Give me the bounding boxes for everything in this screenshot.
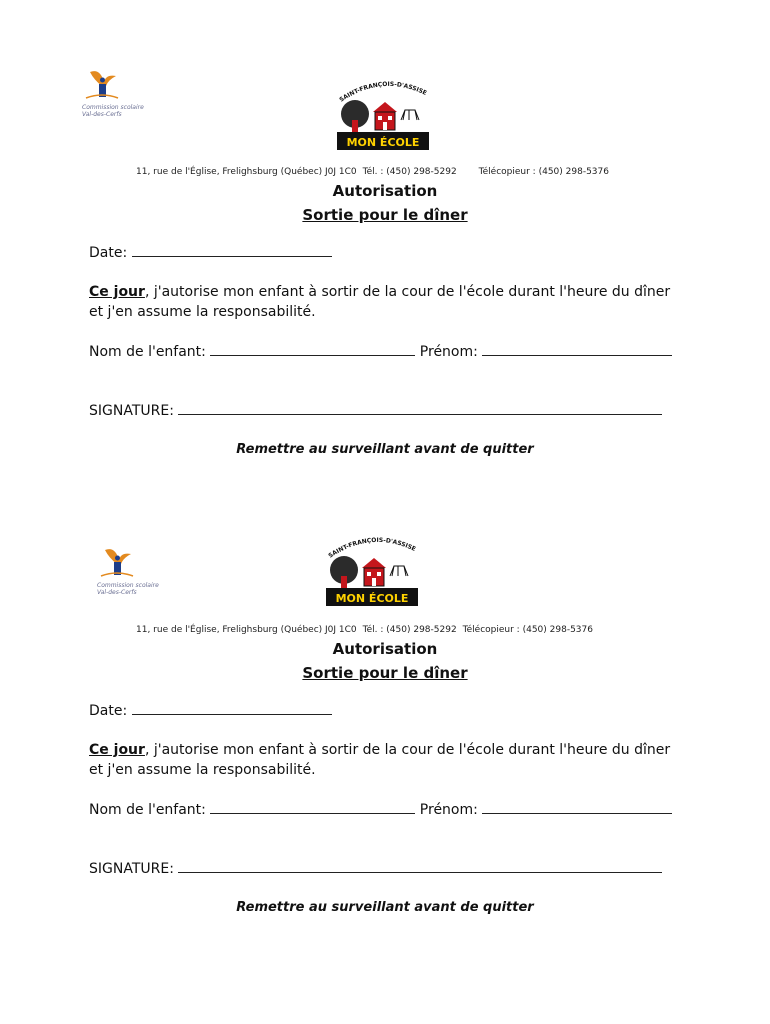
form-subtitle: Sortie pour le dîner bbox=[302, 206, 468, 224]
phone: Tél. : (450) 298-5292 bbox=[362, 167, 457, 177]
phone: Tél. : (450) 298-5292 bbox=[362, 625, 457, 635]
authorization-form-1 bbox=[0, 0, 770, 470]
school-logo bbox=[322, 528, 426, 610]
board-logo-icon bbox=[97, 548, 137, 582]
child-name-label: Nom de l'enfant: bbox=[89, 344, 206, 360]
school-banner-text: MON ÉCOLE bbox=[346, 136, 420, 149]
school-board-logo bbox=[82, 70, 146, 122]
names-row bbox=[89, 801, 672, 818]
form-subtitle: Sortie pour le dîner bbox=[302, 664, 468, 682]
school-board-logo bbox=[97, 548, 161, 600]
instruction-text: Remettre au surveillant avant de quitter bbox=[236, 900, 534, 915]
school-address-line bbox=[136, 167, 615, 177]
child-name-field[interactable] bbox=[210, 801, 415, 814]
auth-emphasis: Ce jour bbox=[89, 742, 145, 758]
school-arc-text: SAINT-FRANÇOIS-D'ASSISE bbox=[338, 80, 428, 104]
authorization-text-line-2: et j'en assume la responsabilité. bbox=[89, 304, 316, 320]
school-arc-text: SAINT-FRANÇOIS-D'ASSISE bbox=[327, 536, 417, 560]
authorization-text-line-1 bbox=[89, 742, 670, 758]
board-logo-icon bbox=[82, 70, 122, 104]
form-title: Autorisation bbox=[332, 640, 438, 658]
svg-text:SAINT-FRANÇOIS-D'ASSISE bbox=[338, 81, 427, 104]
authorization-form-2 bbox=[0, 458, 770, 928]
svg-text:SAINT-FRANÇOIS-D'ASSISE bbox=[327, 537, 416, 560]
date-row bbox=[89, 244, 332, 261]
signature-label: SIGNATURE: bbox=[89, 861, 174, 877]
first-name-label: Prénom: bbox=[419, 802, 478, 818]
fax: Télécopieur : (450) 298-5376 bbox=[462, 625, 593, 635]
child-name-field[interactable] bbox=[210, 343, 415, 356]
first-name-label: Prénom: bbox=[419, 344, 478, 360]
date-label: Date: bbox=[89, 703, 128, 719]
signature-row bbox=[89, 402, 662, 419]
instruction-text: Remettre au surveillant avant de quitter bbox=[236, 442, 534, 457]
school-logo bbox=[333, 72, 437, 154]
first-name-field[interactable] bbox=[482, 343, 672, 356]
signature-field[interactable] bbox=[178, 860, 662, 873]
form-title: Autorisation bbox=[332, 182, 438, 200]
child-name-label: Nom de l'enfant: bbox=[89, 802, 206, 818]
signature-field[interactable] bbox=[178, 402, 662, 415]
board-logo-text: Commission scolaire Val-des-Cerfs bbox=[82, 104, 144, 118]
school-address-line bbox=[136, 625, 599, 635]
authorization-text-line-1 bbox=[89, 284, 670, 300]
date-label: Date: bbox=[89, 245, 128, 261]
signature-row bbox=[89, 860, 662, 877]
school-banner-text: MON ÉCOLE bbox=[335, 592, 409, 605]
address: 11, rue de l'Église, Frelighsburg (Québec) J0J 1C0 bbox=[136, 167, 357, 177]
date-row bbox=[89, 702, 332, 719]
authorization-text-line-2: et j'en assume la responsabilité. bbox=[89, 762, 316, 778]
board-logo-text: Commission scolaire Val-des-Cerfs bbox=[97, 582, 159, 596]
auth-rest: , j'autorise mon enfant à sortir de la cour de l'école durant l'heure du dîner bbox=[144, 742, 671, 758]
first-name-field[interactable] bbox=[482, 801, 672, 814]
fax: Télécopieur : (450) 298-5376 bbox=[478, 167, 609, 177]
date-field[interactable] bbox=[132, 702, 332, 715]
date-field[interactable] bbox=[132, 244, 332, 257]
auth-emphasis: Ce jour bbox=[89, 284, 145, 300]
auth-rest: , j'autorise mon enfant à sortir de la cour de l'école durant l'heure du dîner bbox=[144, 284, 671, 300]
signature-label: SIGNATURE: bbox=[89, 403, 174, 419]
names-row bbox=[89, 343, 672, 360]
address: 11, rue de l'Église, Frelighsburg (Québec) J0J 1C0 bbox=[136, 625, 357, 635]
